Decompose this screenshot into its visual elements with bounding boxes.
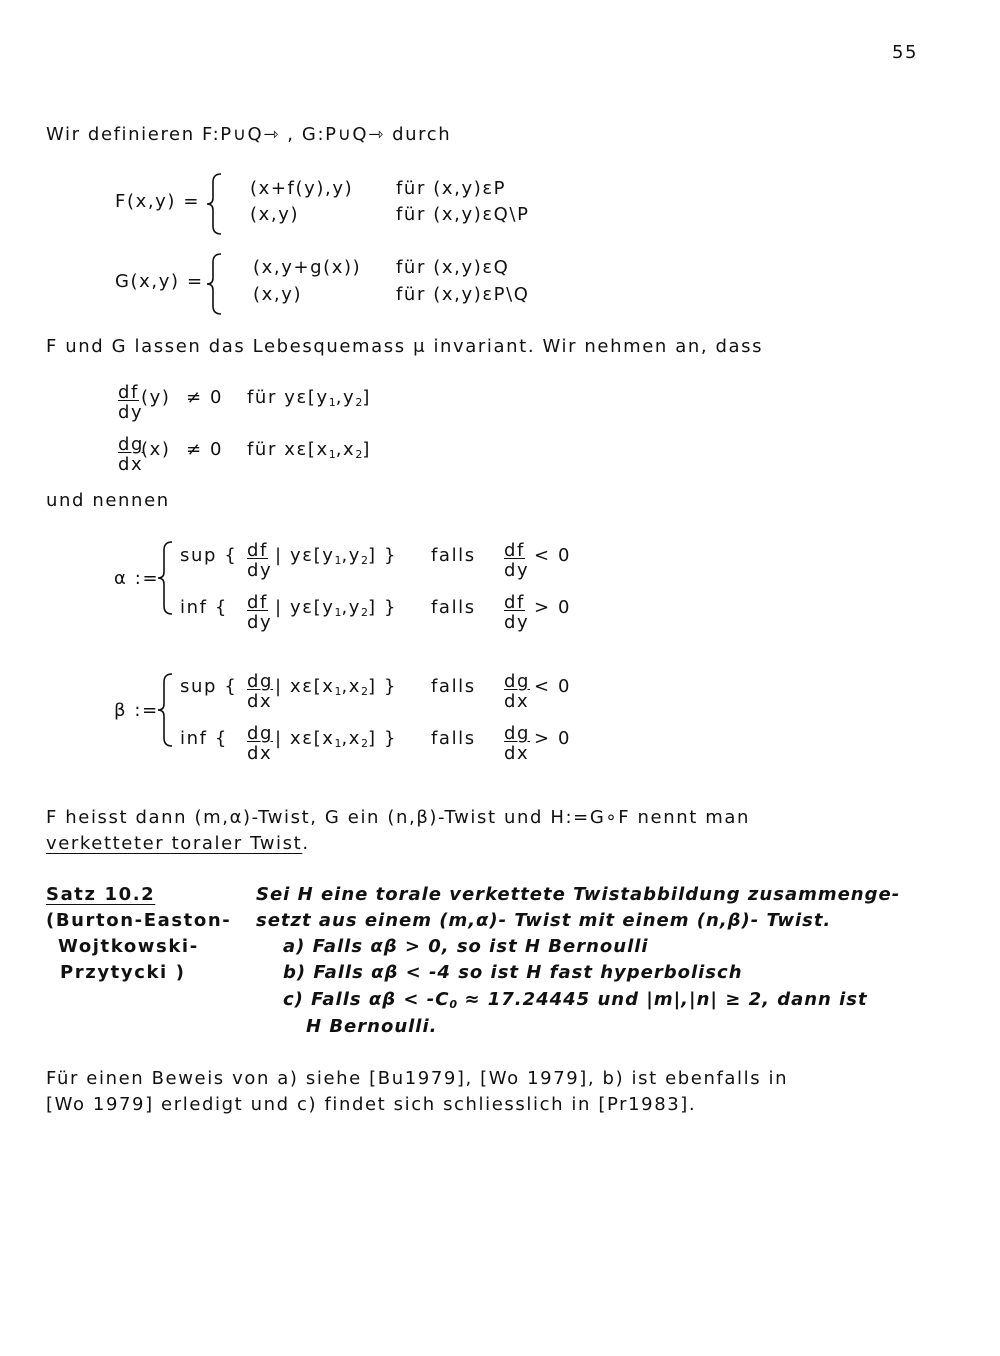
theorem-author-1: (Burton-Easton-: [46, 910, 232, 931]
G-case-1-expr: (x,y+g(x)): [253, 257, 362, 278]
frac-den: dx: [247, 691, 273, 712]
theorem-item-b: b) Falls αβ < -4 so ist H fast hyperbolisch: [283, 962, 743, 983]
assumption-cond: [247, 441, 371, 460]
assumption-cond: [247, 389, 371, 408]
alpha-case-2-rel: > 0: [534, 597, 572, 618]
set-sub-2: 2: [361, 554, 369, 567]
alpha-case-2-cond-fraction: [504, 594, 529, 632]
theorem-author-2: Wojtkowski-: [58, 936, 199, 957]
frac-num: dg: [504, 723, 531, 744]
F-case-1-expr: (x+f(y),y): [250, 178, 354, 199]
set-end: ] }: [368, 728, 398, 749]
frac-num: df: [504, 540, 525, 561]
beta-case-1-fraction: [247, 673, 273, 711]
F-case-2-expr: (x,y): [250, 204, 300, 225]
frac-den: dx: [504, 743, 530, 764]
G-case-2-cond: für (x,y)εP\Q: [396, 284, 530, 305]
set-prefix: | xε[x: [275, 676, 335, 697]
set-mid: ,y: [341, 545, 362, 566]
cond-sub-1: 1: [328, 448, 336, 461]
c-prefix: c) Falls αβ < -C: [283, 989, 450, 1010]
page-number: 55: [892, 42, 919, 63]
alpha-case-1-cond-fraction: [504, 542, 529, 580]
theorem-line-2: setzt aus einem (m,α)- Twist mit einem (n,β)- Twist.: [256, 910, 832, 931]
frac-num: df: [247, 540, 268, 561]
set-sub-1: 1: [334, 737, 342, 750]
frac-num: dg: [118, 434, 145, 455]
beta-case-2-set: [275, 730, 397, 749]
alpha-case-2-fraction: [247, 594, 272, 632]
beta-case-2-op: inf {: [180, 728, 228, 749]
twist-period: .: [302, 833, 310, 854]
theorem-author-3: Przytycki ): [60, 962, 186, 983]
closing-line-1: Für einen Beweis von a) siehe [Bu1979], [Wo 1979], b) ist ebenfalls in: [46, 1068, 789, 1089]
frac-den: dy: [504, 612, 530, 633]
set-mid: ,x: [341, 728, 362, 749]
theorem-item-c-line-2: H Bernoulli.: [306, 1016, 438, 1037]
G-case-1-cond: für (x,y)εQ: [396, 257, 510, 278]
cond-mid: ,y: [335, 387, 356, 408]
closing-line-2: [Wo 1979] erledigt und c) findet sich schliesslich in [Pr1983].: [46, 1094, 697, 1115]
alpha-case-1-falls: falls: [431, 545, 476, 566]
beta-brace: [156, 672, 178, 748]
frac-num: dg: [247, 723, 274, 744]
alpha-case-1-fraction: [247, 542, 272, 580]
frac-den: dy: [504, 560, 530, 581]
beta-case-2-fraction: [247, 725, 273, 763]
theorem-item-a: a) Falls αβ > 0, so ist H Bernoulli: [283, 936, 649, 957]
F-case-2-cond: für (x,y)εQ\P: [396, 204, 530, 225]
cond-end: ]: [362, 439, 371, 460]
beta-case-2-falls: falls: [431, 728, 476, 749]
beta-case-2-cond-fraction: [504, 725, 530, 763]
alpha-case-1-op: sup {: [180, 545, 238, 566]
frac-num: df: [504, 592, 525, 613]
set-prefix: | yε[y: [275, 597, 335, 618]
G-case-2-expr: (x,y): [253, 284, 303, 305]
beta-case-1-set: [275, 678, 397, 697]
G-lhs: G(x,y) =: [115, 271, 204, 292]
theorem-label: Satz 10.2: [46, 884, 156, 905]
definition-intro: Wir definieren F:P∪Q⇾ , G:P∪Q⇾ durch: [46, 124, 452, 145]
beta-case-1-rel: < 0: [534, 676, 572, 697]
beta-case-1-cond-fraction: [504, 673, 530, 711]
frac-num: df: [247, 592, 268, 613]
set-end: ] }: [368, 545, 398, 566]
set-sub-2: 2: [361, 685, 369, 698]
cond-sub-2: 2: [355, 396, 363, 409]
beta-case-1-falls: falls: [431, 676, 476, 697]
set-sub-1: 1: [334, 685, 342, 698]
F-case-1-cond: für (x,y)εP: [396, 178, 507, 199]
cond-sub-2: 2: [355, 448, 363, 461]
set-mid: ,y: [341, 597, 362, 618]
cond-sub-1: 1: [328, 396, 336, 409]
twist-term: verketteter toraler Twist: [46, 833, 303, 854]
assumption-arg: (x): [141, 439, 171, 460]
beta-case-2-rel: > 0: [534, 728, 572, 749]
frac-num: dg: [504, 671, 531, 692]
c-sub: 0: [449, 998, 458, 1011]
twist-line-1: F heisst dann (m,α)-Twist, G ein (n,β)-Twist und H:=G∘F nennt man: [46, 807, 750, 828]
set-mid: ,x: [341, 676, 362, 697]
alpha-case-2-set: [275, 599, 397, 618]
F-lhs: F(x,y) =: [115, 191, 201, 212]
set-prefix: | xε[x: [275, 728, 335, 749]
cond-prefix: für yε[y: [247, 387, 329, 408]
alpha-lhs: α :=: [114, 568, 160, 589]
assumption-arg: (y): [141, 387, 171, 408]
alpha-brace: [156, 540, 178, 616]
set-end: ] }: [368, 676, 398, 697]
set-sub-1: 1: [334, 606, 342, 619]
set-sub-2: 2: [361, 737, 369, 750]
frac-den: dx: [118, 454, 144, 475]
alpha-case-1-set: [275, 547, 397, 566]
set-end: ] }: [368, 597, 398, 618]
cond-end: ]: [362, 387, 371, 408]
set-sub-2: 2: [361, 606, 369, 619]
frac-den: dx: [504, 691, 530, 712]
twist-line-2: [46, 835, 310, 853]
theorem-item-c: [283, 991, 868, 1010]
cond-mid: ,x: [335, 439, 356, 460]
beta-case-1-op: sup {: [180, 676, 238, 697]
alpha-case-2-falls: falls: [431, 597, 476, 618]
assumption-rel: ≠ 0: [186, 387, 224, 408]
frac-den: dy: [247, 612, 273, 633]
assumption-rel: ≠ 0: [186, 439, 224, 460]
frac-den: dy: [247, 560, 273, 581]
frac-den: dx: [247, 743, 273, 764]
beta-lhs: β :=: [114, 700, 159, 721]
set-prefix: | yε[y: [275, 545, 335, 566]
df-dy-fraction: [118, 384, 143, 422]
cond-prefix: für xε[x: [247, 439, 329, 460]
alpha-case-1-rel: < 0: [534, 545, 572, 566]
alpha-case-2-op: inf {: [180, 597, 228, 618]
frac-num: dg: [247, 671, 274, 692]
und-nennen: und nennen: [46, 490, 170, 511]
frac-num: df: [118, 382, 139, 403]
set-sub-1: 1: [334, 554, 342, 567]
c-suffix: ≈ 17.24445 und |m|,|n| ≥ 2, dann ist: [457, 989, 868, 1010]
invariance-text: F und G lassen das Lebesquemass μ invariant. Wir nehmen an, dass: [46, 336, 764, 357]
G-brace: [205, 252, 227, 316]
theorem-line-1: Sei H eine torale verkettete Twistabbildung zusammenge-: [256, 884, 901, 905]
F-brace: [205, 172, 227, 236]
frac-den: dy: [118, 402, 144, 423]
